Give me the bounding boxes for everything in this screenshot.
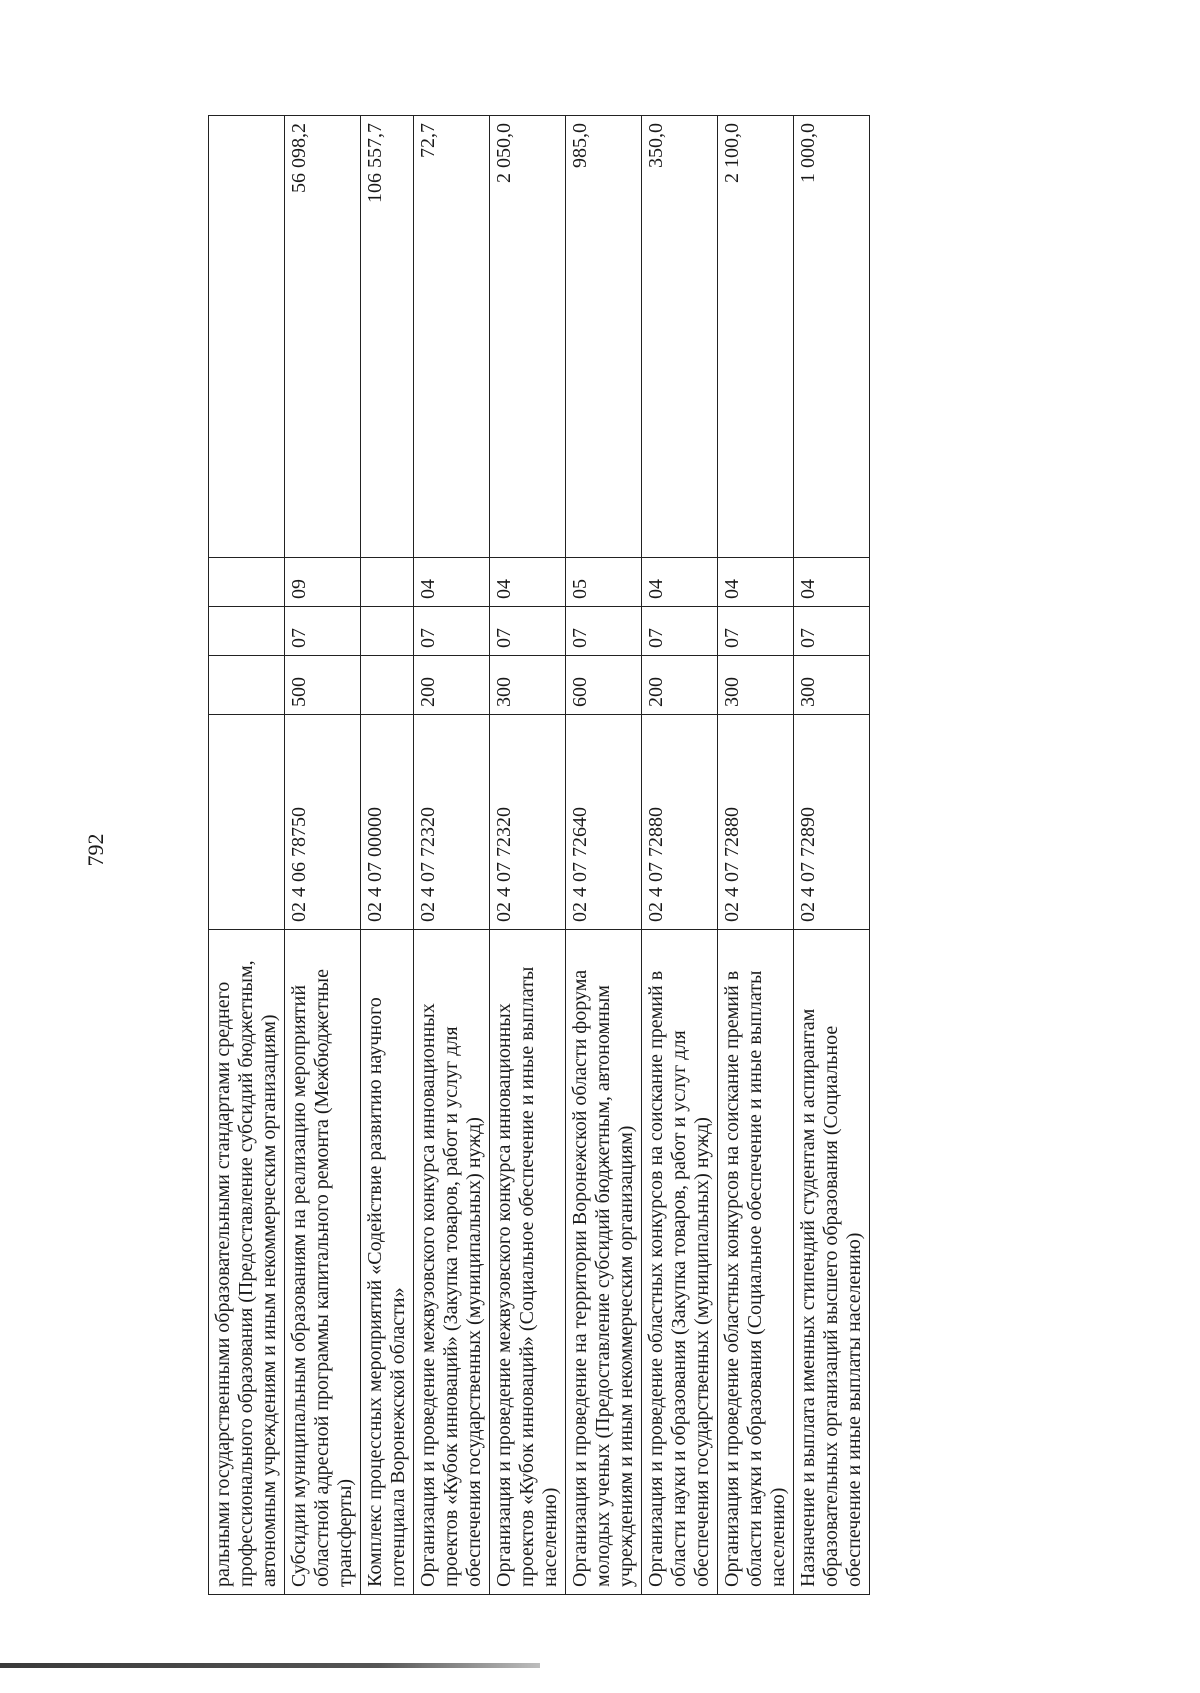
- section-cell: 07: [718, 607, 794, 656]
- table-row: [490, 116, 566, 1595]
- section-cell: [361, 607, 414, 656]
- subsection-cell: [361, 558, 414, 607]
- subsection-cell: 04: [794, 558, 870, 607]
- budget-table: [208, 115, 870, 1595]
- expense-type-cell: 300: [490, 656, 566, 715]
- item-name-cell: Организация и проведение межвузовского конкурса инновационных проектов «Кубок инноваций» (Закупка товаров, работ и услуг для обеспечения государственных (муниципальных) нужд): [414, 930, 490, 1595]
- item-name-cell: Организация и проведение межвузовского конкурса инновационных проектов «Кубок инноваций» (Социальное обеспечение и иные выплаты населению): [490, 930, 566, 1595]
- item-name-cell: Субсидии муниципальным образованиям на реализацию мероприятий областной адресной программы капитального ремонта (Межбюджетные трансферты): [285, 930, 361, 1595]
- item-name-cell: ральными государственными образовательными стандартами среднего профессионального образования (Предоставление субсидий бюджетным, автономным учреждениям и иным некоммерческим организациям): [209, 930, 285, 1595]
- expense-type-cell: 300: [718, 656, 794, 715]
- expense-type-cell: 300: [794, 656, 870, 715]
- table-row: [361, 116, 414, 1595]
- expense-type-cell: 600: [566, 656, 642, 715]
- target-code-cell: 02 4 07 72640: [566, 715, 642, 930]
- section-cell: 07: [566, 607, 642, 656]
- amount-cell: [209, 116, 285, 558]
- item-name-cell: Комплекс процессных мероприятий «Содействие развитию научного потенциала Воронежской области»: [361, 930, 414, 1595]
- subsection-cell: 04: [718, 558, 794, 607]
- item-name-cell: Организация и проведение областных конкурсов на соискание премий в области науки и образования (Социальное обеспечение и иные выплаты населению): [718, 930, 794, 1595]
- item-name-cell: Организация и проведение на территории Воронежской области форума молодых ученых (Предоставление субсидий бюджетным, автономным учреждениям и иным некоммерческим организациям): [566, 930, 642, 1595]
- target-code-cell: 02 4 07 00000: [361, 715, 414, 930]
- amount-cell: 106 557,7: [361, 116, 414, 558]
- amount-cell: 56 098,2: [285, 116, 361, 558]
- target-code-cell: 02 4 07 72880: [718, 715, 794, 930]
- target-code-cell: 02 4 07 72880: [642, 715, 718, 930]
- amount-cell: 2 050,0: [490, 116, 566, 558]
- rotated-table-container: [208, 115, 870, 1595]
- expense-type-cell: 200: [414, 656, 490, 715]
- section-cell: 07: [490, 607, 566, 656]
- subsection-cell: 09: [285, 558, 361, 607]
- section-cell: 07: [414, 607, 490, 656]
- target-code-cell: 02 4 07 72320: [490, 715, 566, 930]
- table-row: [285, 116, 361, 1595]
- subsection-cell: 05: [566, 558, 642, 607]
- table-row: [794, 116, 870, 1595]
- target-code-cell: [209, 715, 285, 930]
- section-cell: 07: [285, 607, 361, 656]
- expense-type-cell: [209, 656, 285, 715]
- amount-cell: 72,7: [414, 116, 490, 558]
- item-name-cell: Назначение и выплата именных стипендий студентам и аспирантам образовательных организаций высшего образования (Социальное обеспечение и иные выплаты населению): [794, 930, 870, 1595]
- table-row: [566, 116, 642, 1595]
- subsection-cell: 04: [490, 558, 566, 607]
- table-row: [642, 116, 718, 1595]
- subsection-cell: 04: [642, 558, 718, 607]
- target-code-cell: 02 4 07 72320: [414, 715, 490, 930]
- expense-type-cell: 200: [642, 656, 718, 715]
- amount-cell: 1 000,0: [794, 116, 870, 558]
- table-row: [414, 116, 490, 1595]
- table-row: [718, 116, 794, 1595]
- amount-cell: 985,0: [566, 116, 642, 558]
- item-name-cell: Организация и проведение областных конкурсов на соискание премий в области науки и образования (Закупка товаров, работ и услуг для обеспечения государственных (муниципальных) нужд): [642, 930, 718, 1595]
- page-number: 792: [83, 833, 108, 867]
- section-cell: 07: [642, 607, 718, 656]
- section-cell: 07: [794, 607, 870, 656]
- amount-cell: 350,0: [642, 116, 718, 558]
- scan-edge-shadow: [0, 1663, 540, 1668]
- expense-type-cell: [361, 656, 414, 715]
- expense-type-cell: 500: [285, 656, 361, 715]
- subsection-cell: 04: [414, 558, 490, 607]
- amount-cell: 2 100,0: [718, 116, 794, 558]
- target-code-cell: 02 4 07 72890: [794, 715, 870, 930]
- section-cell: [209, 607, 285, 656]
- target-code-cell: 02 4 06 78750: [285, 715, 361, 930]
- table-row: [209, 116, 285, 1595]
- subsection-cell: [209, 558, 285, 607]
